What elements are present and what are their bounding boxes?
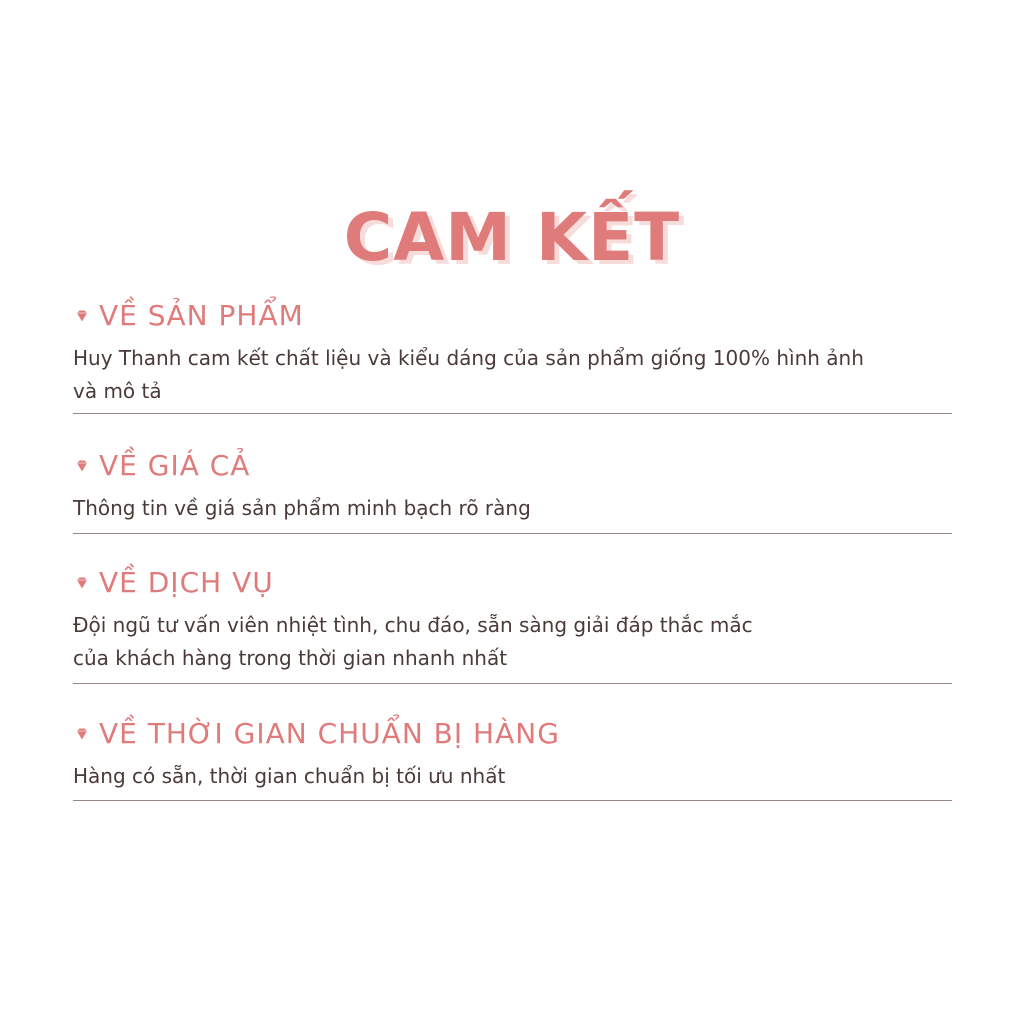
section-heading-text: VỀ SẢN PHẨM [99,299,304,332]
section-description [73,342,952,408]
description-line: Thông tin về giá sản phẩm minh bạch rõ ràng [73,496,531,520]
diamond-icon [75,576,89,590]
section-heading [73,563,952,603]
page-title: CAM KẾT [343,199,681,276]
section-description [73,492,952,525]
section-description [73,760,952,793]
diamond-icon [75,459,89,473]
section-divider [73,533,952,534]
section-divider [73,413,952,414]
section-heading-text: VỀ GIÁ CẢ [99,449,251,482]
section-heading [73,446,952,486]
section-heading [73,714,952,754]
description-line: và mô tả [73,379,162,403]
commitment-section-service [73,563,952,675]
description-line: của khách hàng trong thời gian nhanh nhất [73,646,508,670]
description-line: Đội ngũ tư vấn viên nhiệt tình, chu đáo, sẵn sàng giải đáp thắc mắc [73,613,753,637]
commitment-section-preparation-time [73,714,952,793]
section-description [73,609,952,675]
section-divider [73,683,952,684]
description-line: Hàng có sẵn, thời gian chuẩn bị tối ưu nhất [73,764,506,788]
diamond-icon [75,727,89,741]
section-heading [73,296,952,336]
section-divider [73,800,952,801]
diamond-icon [75,309,89,323]
commitment-section-product [73,296,952,408]
commitment-section-price [73,446,952,525]
section-heading-text: VỀ THỜI GIAN CHUẨN BỊ HÀNG [99,717,560,750]
description-line: Huy Thanh cam kết chất liệu và kiểu dáng của sản phẩm giống 100% hình ảnh [73,346,864,370]
section-heading-text: VỀ DỊCH VỤ [99,566,274,599]
